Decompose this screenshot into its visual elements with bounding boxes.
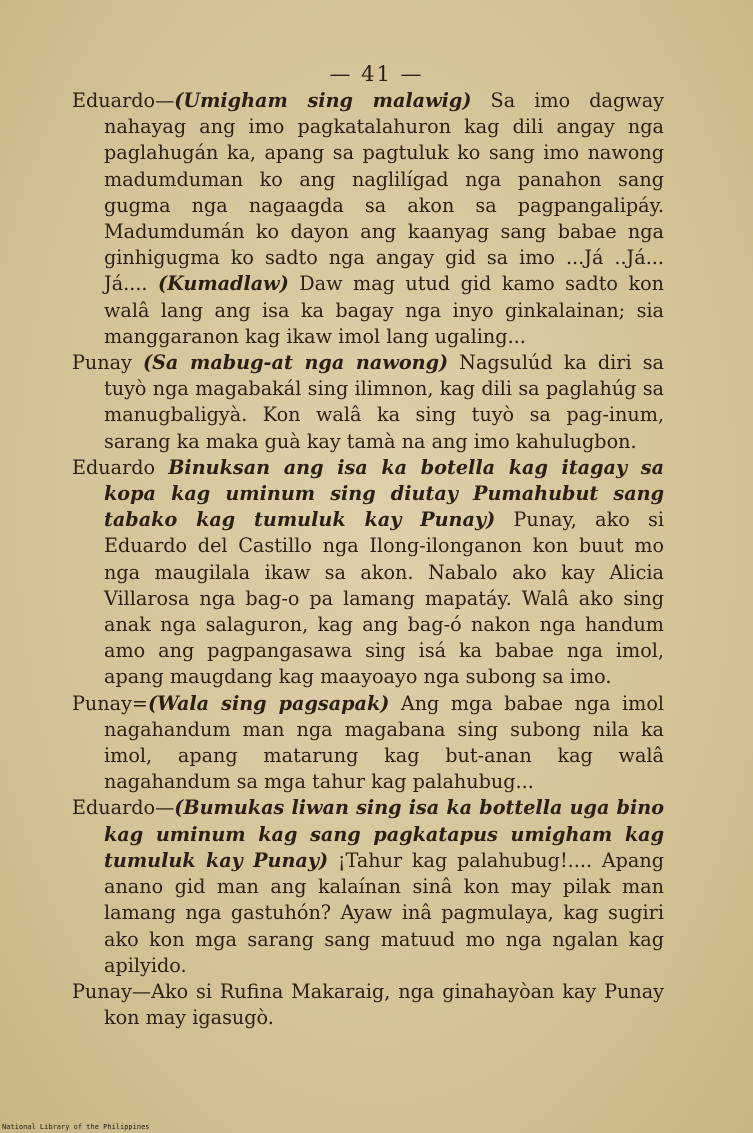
dialogue-line: Nagsulúd ka diri sa tuyò nga magabakál sing ilimnon, kag dili sa paglahúg sa manugbaligyà. Kon walâ ka sing tuyò sa pag-inum, sarang ka maka guà kay tamà na ang imo kahulugbon.	[104, 351, 664, 453]
dialogue-paragraph-3	[72, 455, 664, 691]
dialogue-paragraph-4	[72, 691, 664, 796]
dialogue-line: Ako si Rufina Makaraig, nga ginahayòan kay Punay kon may igasugò.	[104, 979, 664, 1030]
speaker-name: Eduardo—	[72, 89, 175, 112]
dialogue-text	[72, 88, 664, 1031]
speaker-name: Eduardo	[72, 455, 169, 479]
library-credit: National Library of the Philippines	[2, 1123, 150, 1131]
dialogue-line: Punay, ako si Eduardo del Castillo nga Ilong-ilonganon kon buut mo nga maugilala ikaw sa akon. Nabalo ako kay Alicia Villarosa nga bag-o pa lamang mapatáy. Walâ ako sing anak nga salaguron, kag ang bag-ó nakon nga handum amo ang pagpangasawa sing isá ka babae nga imol, apang maugdang kag maayoayo nga subong sa imo.	[104, 508, 664, 689]
stage-direction: (Umigham sing malawig)	[174, 89, 472, 112]
dialogue-line: Ang mga babae nga imol nagahandum man nga magabana sing subong nila ka imol, apang matarung kag but-anan kag walâ nagahandum sa mga tahur kag palahubug...	[104, 691, 665, 794]
stage-direction: Binuksan ang isa ka botella kag itagay sa kopa kag uminum sing diutay Pumahubut sang tabako kag tumuluk kay Punay)	[104, 455, 665, 532]
stage-direction: (Kumadlaw)	[158, 272, 289, 296]
stage-direction: (Bumukas liwan sing isa ka bottella uga bino kag uminum kag sang pagkatapus umigham kag tumuluk kay Punay)	[104, 796, 664, 872]
speaker-name: Punay—	[72, 979, 152, 1003]
dialogue-paragraph-5	[72, 795, 664, 978]
dialogue-paragraph-1	[72, 88, 664, 350]
dialogue-paragraph-6	[72, 979, 664, 1031]
stage-direction: (Sa mabug-at nga nawong)	[143, 351, 449, 375]
speaker-name: Punay=	[72, 691, 148, 715]
speaker-name: Eduardo—	[72, 796, 175, 820]
dialogue-line: Sa imo dagway nahayag ang imo pagkatalahuron kag dili angay nga paglahugán ka, apang sa pagtuluk ko sang imo nawong madumduman ko ang naglilígad nga panahon sang gugma nga nagaagda sa akon sa pagpangalipáy. Madumdumán ko dayon ang kaanyag sang babae nga ginhigugma ko sadto nga angay gid sa imo ...Já ..Já... Já....	[104, 89, 664, 296]
dialogue-line: Daw mag utud gid kamo sadto kon walâ lang ang isa ka bagay nga inyo ginkalainan; sia manggaranon kag ikaw imol lang ugaling...	[104, 272, 664, 348]
stage-direction: (Wala sing pagsapak)	[147, 691, 390, 715]
dialogue-paragraph-2	[72, 350, 664, 455]
dialogue-line: ¡Tahur kag palahubug!.... Apang anano gid man ang kalaínan sinâ kon may pilak man lamang nga gastuhón? Ayaw inâ pagmulaya, kag sugiri ako kon mga sarang sang matuud mo nga ngalan kag apilyido.	[104, 848, 665, 977]
speaker-name: Punay	[72, 351, 143, 375]
page-number: — 41 —	[329, 62, 424, 86]
